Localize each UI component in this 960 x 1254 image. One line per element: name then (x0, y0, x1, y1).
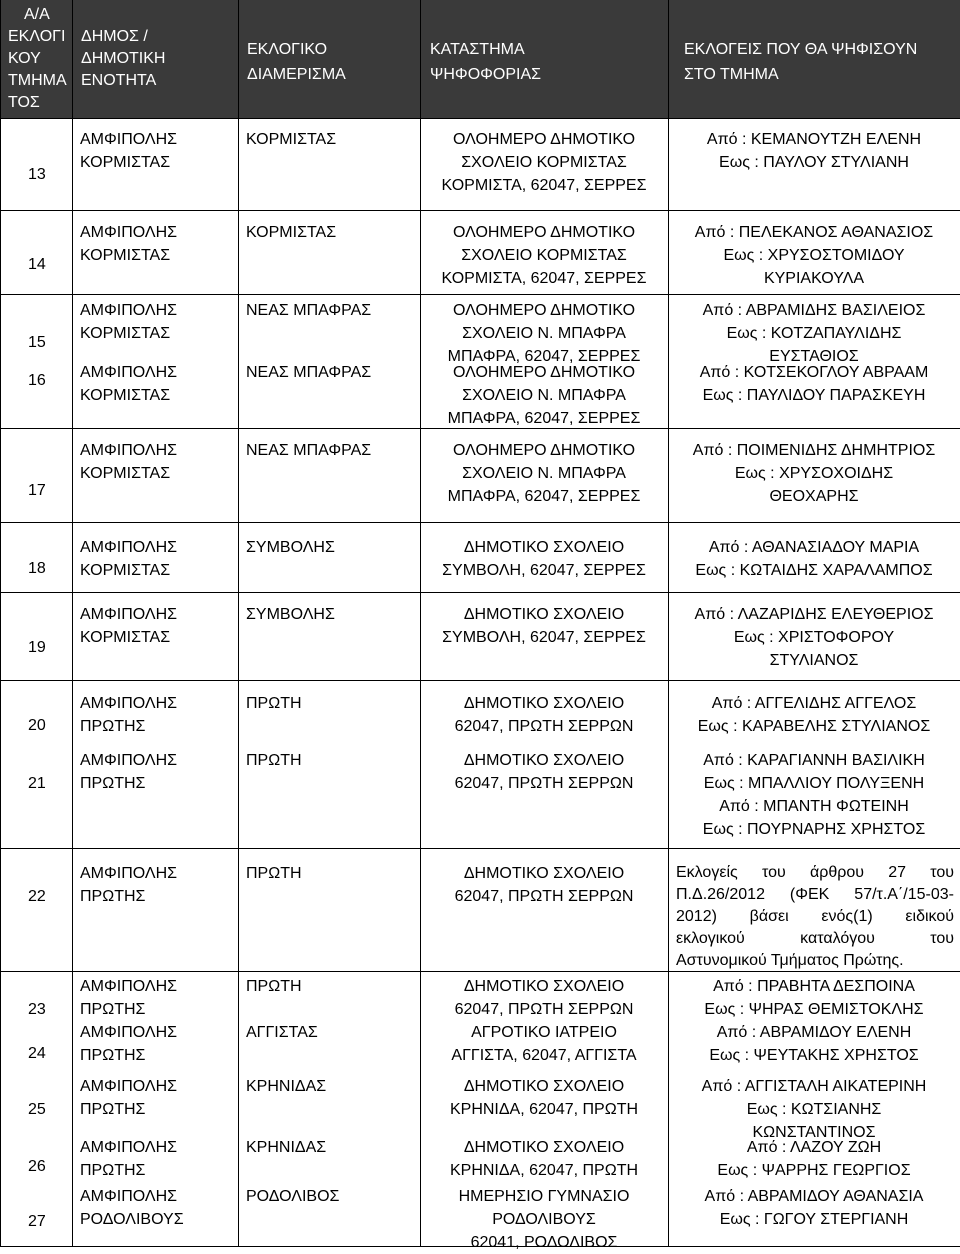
header-col-diamerisma: ΕΚΛΟΓΙΚΟ ΔΙΑΜΕΡΙΣΜΑ (247, 41, 346, 83)
katastima-line: 62047, ΠΡΩΤΗ ΣΕΡΡΩΝ (454, 888, 634, 905)
diamerisma-cell: ΣΥΜΒΟΛΗΣ (246, 539, 335, 556)
eklogeis-cell (668, 221, 960, 290)
row-number: 15 (28, 334, 46, 351)
dimos-cell (80, 361, 177, 407)
katastima-line: ΣΧΟΛΕΙΟ Ν. ΜΠΑΦΡΑ (462, 465, 626, 482)
katastima-cell (420, 975, 668, 1021)
katastima-cell (420, 361, 668, 430)
katastima-line: ΚΡΗΝΙΔΑ, 62047, ΠΡΩΤΗ (449, 1101, 639, 1118)
katastima-line: ΣΥΜΒΟΛΗ, 62047, ΣΕΡΡΕΣ (442, 629, 646, 646)
eklogeis-line: Εως : ΚΩΤΑΙΔΗΣ ΧΑΡΑΛΑΜΠΟΣ (695, 562, 933, 579)
row-number: 24 (28, 1045, 46, 1062)
dimos-line: ΚΟΡΜΙΣΤΑΣ (80, 562, 171, 579)
katastima-line: ΚΡΗΝΙΔΑ, 62047, ΠΡΩΤΗ (449, 1162, 639, 1179)
row-number: 19 (28, 639, 46, 656)
dimos-line: ΚΟΡΜΙΣΤΑΣ (80, 325, 171, 342)
dimos-line: ΠΡΩΤΗΣ (80, 1047, 146, 1064)
eklogeis-line: Από : ΠΟΙΜΕΝΙΔΗΣ ΔΗΜΗΤΡΙΟΣ (692, 442, 936, 459)
eklogeis-line: Από : ΑΓΓΙΣΤΑΛΗ ΑΙΚΑΤΕΡΙΝΗ (701, 1078, 927, 1095)
row-number: 27 (28, 1213, 46, 1230)
header-col-aa: Α/Α ΕΚΛΟΓΙ ΚΟΥ ΤΜΗΜΑ ΤΟΣ (8, 6, 67, 111)
diamerisma-cell: ΚΟΡΜΙΣΤΑΣ (246, 131, 337, 148)
katastima-line: ΡΟΔΟΛΙΒΟΥΣ (492, 1211, 596, 1228)
dimos-line: ΡΟΔΟΛΙΒΟΥΣ (80, 1211, 184, 1228)
eklogeis-line: Από : ΑΓΓΕΛΙΔΗΣ ΑΓΓΕΛΟΣ (711, 695, 917, 712)
eklogeis-line: Εως : ΓΩΓΟΥ ΣΤΕΡΓΙΑΝΗ (719, 1211, 909, 1228)
row-number: 20 (28, 717, 46, 734)
eklogeis-cell (668, 692, 960, 738)
dimos-line: ΚΟΡΜΙΣΤΑΣ (80, 465, 171, 482)
diamerisma-cell: ΠΡΩΤΗ (246, 978, 302, 995)
katastima-cell (420, 1136, 668, 1182)
dimos-cell (80, 1021, 177, 1067)
eklogeis-line: Εως : ΨΕΥΤΑΚΗΣ ΧΡΗΣΤΟΣ (709, 1047, 919, 1064)
eklogeis-cell (668, 1136, 960, 1182)
dimos-line: ΠΡΩΤΗΣ (80, 888, 146, 905)
eklogeis-line: Εως : ΠΑΥΛΙΔΟΥ ΠΑΡΑΣΚΕΥΗ (702, 387, 926, 404)
eklogeis-line: Από : ΑΒΡΑΜΙΔΗΣ ΒΑΣΙΛΕΙΟΣ (702, 302, 926, 319)
eklogeis-line: Εως : ΜΠΑΛΛΙΟΥ ΠΟΛΥΞΕΝΗ (703, 775, 925, 792)
katastima-line: ΗΜΕΡΗΣΙΟ ΓΥΜΝΑΣΙΟ (458, 1188, 630, 1205)
katastima-line: ΜΠΑΦΡΑ, 62047, ΣΕΡΡΕΣ (447, 488, 641, 505)
dimos-cell (80, 128, 177, 174)
eklogeis-line: Εως : ΠΑΥΛΟΥ ΣΤΥΛΙΑΝΗ (719, 154, 909, 171)
eklogeis-line: Εως : ΚΩΤΣΙΑΝΗΣ (746, 1101, 882, 1118)
diamerisma-cell: ΝΕΑΣ ΜΠΑΦΡΑΣ (246, 364, 372, 381)
katastima-line: 62047, ΠΡΩΤΗ ΣΕΡΡΩΝ (454, 1001, 634, 1018)
diamerisma-cell: ΚΡΗΝΙΔΑΣ (246, 1078, 327, 1095)
row-number: 16 (28, 372, 46, 389)
dimos-line: ΠΡΩΤΗΣ (80, 1162, 146, 1179)
katastima-line: ΜΠΑΦΡΑ, 62047, ΣΕΡΡΕΣ (447, 410, 641, 427)
dimos-line: ΑΜΦΙΠΟΛΗΣ (80, 1024, 178, 1041)
eklogeis-line: Εως : ΚΟΤΖΑΠΑΥΛΙΔΗΣ (726, 325, 902, 342)
eklogeis-cell (668, 299, 960, 368)
eklogeis-line: Από : ΠΡΑΒΗΤΑ ΔΕΣΠΟΙΝΑ (713, 978, 915, 995)
dimos-line: ΚΟΡΜΙΣΤΑΣ (80, 154, 171, 171)
katastima-line: ΚΟΡΜΙΣΤΑ, 62047, ΣΕΡΡΕΣ (441, 270, 647, 287)
eklogeis-cell (668, 1075, 960, 1144)
katastima-cell (420, 439, 668, 508)
eklogeis-line: Από : ΑΒΡΑΜΙΔΟΥ ΕΛΕΝΗ (716, 1024, 912, 1041)
dimos-cell (80, 299, 177, 345)
row-number: 17 (28, 482, 46, 499)
eklogeis-line: Από : ΚΟΤΣΕΚΟΓΛΟΥ ΑΒΡΑΑΜ (699, 364, 929, 381)
katastima-line: ΔΗΜΟΤΙΚΟ ΣΧΟΛΕΙΟ (463, 606, 625, 623)
eklogeis-line: Από : ΑΒΡΑΜΙΔΟΥ ΑΘΑΝΑΣΙΑ (704, 1188, 924, 1205)
diamerisma-cell: ΡΟΔΟΛΙΒΟΣ (246, 1188, 340, 1205)
row-number: 26 (28, 1158, 46, 1175)
diamerisma-cell: ΑΓΓΙΣΤΑΣ (246, 1024, 318, 1041)
katastima-line: ΑΓΡΟΤΙΚΟ ΙΑΤΡΕΙΟ (471, 1024, 617, 1041)
diamerisma-cell: ΠΡΩΤΗ (246, 695, 302, 712)
katastima-cell (420, 749, 668, 795)
diamerisma-cell: ΠΡΩΤΗ (246, 752, 302, 769)
diamerisma-cell: ΠΡΩΤΗ (246, 865, 302, 882)
katastima-cell (420, 1185, 668, 1254)
eklogeis-cell (668, 603, 960, 672)
katastima-line: ΣΧΟΛΕΙΟ ΚΟΡΜΙΣΤΑΣ (461, 154, 627, 171)
diamerisma-cell: ΣΥΜΒΟΛΗΣ (246, 606, 335, 623)
katastima-line: ΔΗΜΟΤΙΚΟ ΣΧΟΛΕΙΟ (463, 1078, 625, 1095)
katastima-line: ΔΗΜΟΤΙΚΟ ΣΧΟΛΕΙΟ (463, 978, 625, 995)
eklogeis-line: ΘΕΟΧΑΡΗΣ (769, 488, 859, 505)
katastima-line: ΚΟΡΜΙΣΤΑ, 62047, ΣΕΡΡΕΣ (441, 177, 647, 194)
dimos-cell (80, 221, 177, 267)
dimos-cell (80, 536, 177, 582)
dimos-line: ΑΜΦΙΠΟΛΗΣ (80, 1188, 178, 1205)
katastima-line: ΔΗΜΟΤΙΚΟ ΣΧΟΛΕΙΟ (463, 539, 625, 556)
katastima-line: ΜΠΑΦΡΑ, 62047, ΣΕΡΡΕΣ (447, 348, 641, 365)
katastima-line: ΟΛΟΗΜΕΡΟ ΔΗΜΟΤΙΚΟ (452, 442, 636, 459)
row-number: 13 (28, 166, 46, 183)
katastima-line: ΟΛΟΗΜΕΡΟ ΔΗΜΟΤΙΚΟ (452, 364, 636, 381)
eklogeis-line: Από : ΛΑΖΑΡΙΔΗΣ ΕΛΕΥΘΕΡΙΟΣ (694, 606, 934, 623)
eklogeis-cell (668, 1185, 960, 1231)
katastima-cell (420, 862, 668, 908)
row-number: 25 (28, 1101, 46, 1118)
dimos-cell (80, 692, 177, 738)
eklogeis-line: Από : ΚΑΡΑΓΙΑΝΝΗ ΒΑΣΙΛΙΚΗ (703, 752, 925, 769)
eklogeis-line: Εως : ΧΡΙΣΤΟΦΟΡΟΥ (733, 629, 895, 646)
eklogeis-cell (668, 536, 960, 582)
katastima-line: ΣΧΟΛΕΙΟ Ν. ΜΠΑΦΡΑ (462, 387, 626, 404)
katastima-line: 62041, ΡΟΔΟΛΙΒΟΣ (470, 1234, 618, 1251)
katastima-cell (420, 536, 668, 582)
diamerisma-cell: ΚΡΗΝΙΔΑΣ (246, 1139, 327, 1156)
header-col-eklogeis: ΕΚΛΟΓΕΙΣ ΠΟΥ ΘΑ ΨΗΦΙΣΟΥΝ ΣΤΟ ΤΜΗΜΑ (684, 41, 918, 83)
katastima-line: ΣΥΜΒΟΛΗ, 62047, ΣΕΡΡΕΣ (442, 562, 646, 579)
katastima-line: ΔΗΜΟΤΙΚΟ ΣΧΟΛΕΙΟ (463, 695, 625, 712)
dimos-line: ΑΜΦΙΠΟΛΗΣ (80, 606, 178, 623)
dimos-line: ΚΟΡΜΙΣΤΑΣ (80, 247, 171, 264)
dimos-line: ΑΜΦΙΠΟΛΗΣ (80, 131, 178, 148)
dimos-cell (80, 749, 177, 795)
dimos-line: ΑΜΦΙΠΟΛΗΣ (80, 302, 178, 319)
row-number: 23 (28, 1001, 46, 1018)
katastima-line: ΟΛΟΗΜΕΡΟ ΔΗΜΟΤΙΚΟ (452, 131, 636, 148)
dimos-line: ΑΜΦΙΠΟΛΗΣ (80, 539, 178, 556)
katastima-line: ΑΓΓΙΣΤΑ, 62047, ΑΓΓΙΣΤΑ (451, 1047, 637, 1064)
diamerisma-cell: ΝΕΑΣ ΜΠΑΦΡΑΣ (246, 442, 372, 459)
eklogeis-line: Π.Δ.26/2012 (ΦΕΚ 57/τ.Α΄/15-03- (676, 886, 954, 903)
katastima-line: 62047, ΠΡΩΤΗ ΣΕΡΡΩΝ (454, 718, 634, 735)
katastima-cell (420, 692, 668, 738)
dimos-line: ΚΟΡΜΙΣΤΑΣ (80, 629, 171, 646)
eklogeis-line: Εως : ΨΑΡΡΗΣ ΓΕΩΡΓΙΟΣ (717, 1162, 911, 1179)
dimos-line: ΑΜΦΙΠΟΛΗΣ (80, 978, 178, 995)
katastima-cell (420, 1021, 668, 1067)
eklogeis-line: ΚΩΝΣΤΑΝΤΙΝΟΣ (752, 1124, 876, 1141)
row-number: 21 (28, 775, 46, 792)
dimos-cell (80, 862, 177, 908)
header-col-katastima: ΚΑΤΑΣΤΗΜΑ ΨΗΦΟΦΟΡΙΑΣ (430, 41, 542, 83)
eklogeis-line: Εως : ΧΡΥΣΟΣΤΟΜΙΔΟΥ (723, 247, 905, 264)
katastima-cell (420, 299, 668, 368)
dimos-line: ΠΡΩΤΗΣ (80, 775, 146, 792)
eklogeis-line: ΕΥΣΤΑΘΙΟΣ (769, 348, 859, 365)
katastima-line: ΟΛΟΗΜΕΡΟ ΔΗΜΟΤΙΚΟ (452, 224, 636, 241)
dimos-line: ΑΜΦΙΠΟΛΗΣ (80, 442, 178, 459)
dimos-line: ΠΡΩΤΗΣ (80, 1001, 146, 1018)
eklogeis-line: Εως : ΨΗΡΑΣ ΘΕΜΙΣΤΟΚΛΗΣ (704, 1001, 924, 1018)
katastima-line: ΣΧΟΛΕΙΟ ΚΟΡΜΙΣΤΑΣ (461, 247, 627, 264)
dimos-line: ΑΜΦΙΠΟΛΗΣ (80, 1139, 178, 1156)
dimos-line: ΑΜΦΙΠΟΛΗΣ (80, 865, 178, 882)
eklogeis-line: Εως : ΚΑΡΑΒΕΛΗΣ ΣΤΥΛΙΑΝΟΣ (697, 718, 931, 735)
dimos-line: ΑΜΦΙΠΟΛΗΣ (80, 364, 178, 381)
eklogeis-line: Εως : ΧΡΥΣΟΧΟΙΔΗΣ (734, 465, 894, 482)
katastima-line: ΔΗΜΟΤΙΚΟ ΣΧΟΛΕΙΟ (463, 865, 625, 882)
dimos-line: ΑΜΦΙΠΟΛΗΣ (80, 1078, 178, 1095)
eklogeis-line: Εκλογείς του άρθρου 27 του (676, 864, 954, 881)
dimos-line: ΠΡΩΤΗΣ (80, 1101, 146, 1118)
eklogeis-line: Αστυνομικού Τμήματος Πρώτης. (676, 952, 904, 969)
eklogeis-cell (668, 749, 960, 841)
row-number: 18 (28, 560, 46, 577)
katastima-cell (420, 603, 668, 649)
dimos-cell (80, 1185, 184, 1231)
eklogeis-line: εκλογικού καταλόγου του (676, 930, 954, 947)
eklogeis-line: Από : ΑΘΑΝΑΣΙΑΔΟΥ ΜΑΡΙΑ (708, 539, 920, 556)
eklogeis-cell (668, 1021, 960, 1067)
katastima-line: ΔΗΜΟΤΙΚΟ ΣΧΟΛΕΙΟ (463, 1139, 625, 1156)
eklogeis-cell (668, 361, 960, 407)
dimos-line: ΑΜΦΙΠΟΛΗΣ (80, 224, 178, 241)
dimos-cell (80, 1075, 177, 1121)
eklogeis-line: Από : ΚΕΜΑΝΟΥΤΖΗ ΕΛΕΝΗ (706, 131, 922, 148)
eklogeis-cell (668, 439, 960, 508)
dimos-cell (80, 975, 177, 1021)
eklogeis-note (676, 862, 954, 972)
dimos-cell (80, 1136, 177, 1182)
header-col-dimos: ΔΗΜΟΣ / ΔΗΜΟΤΙΚΗ ΕΝΟΤΗΤΑ (81, 28, 166, 89)
eklogeis-cell (668, 128, 960, 174)
dimos-line: ΚΟΡΜΙΣΤΑΣ (80, 387, 171, 404)
row-number: 22 (28, 888, 46, 905)
katastima-line: 62047, ΠΡΩΤΗ ΣΕΡΡΩΝ (454, 775, 634, 792)
dimos-cell (80, 439, 177, 485)
katastima-cell (420, 221, 668, 290)
eklogeis-line: Από : ΛΑΖΟΥ ΖΩΗ (746, 1139, 882, 1156)
eklogeis-line: Από : ΠΕΛΕΚΑΝΟΣ ΑΘΑΝΑΣΙΟΣ (694, 224, 934, 241)
dimos-line: ΠΡΩΤΗΣ (80, 718, 146, 735)
dimos-cell (80, 603, 177, 649)
dimos-line: ΑΜΦΙΠΟΛΗΣ (80, 752, 178, 769)
eklogeis-line: ΣΤΥΛΙΑΝΟΣ (769, 652, 859, 669)
katastima-cell (420, 1075, 668, 1121)
katastima-cell (420, 128, 668, 197)
eklogeis-cell (668, 975, 960, 1021)
dimos-line: ΑΜΦΙΠΟΛΗΣ (80, 695, 178, 712)
katastima-line: ΣΧΟΛΕΙΟ Ν. ΜΠΑΦΡΑ (462, 325, 626, 342)
katastima-line: ΟΛΟΗΜΕΡΟ ΔΗΜΟΤΙΚΟ (452, 302, 636, 319)
eklogeis-line: Εως : ΠΟΥΡΝΑΡΗΣ ΧΡΗΣΤΟΣ (702, 821, 926, 838)
eklogeis-line: ΚΥΡΙΑΚΟΥΛΑ (763, 270, 865, 287)
diamerisma-cell: ΝΕΑΣ ΜΠΑΦΡΑΣ (246, 302, 372, 319)
eklogeis-line: 2012) βάσει ενός(1) ειδικού (676, 908, 954, 925)
katastima-line: ΔΗΜΟΤΙΚΟ ΣΧΟΛΕΙΟ (463, 752, 625, 769)
row-number: 14 (28, 256, 46, 273)
eklogeis-line: Από : ΜΠΑΝΤΗ ΦΩΤΕΙΝΗ (719, 798, 909, 815)
diamerisma-cell: ΚΟΡΜΙΣΤΑΣ (246, 224, 337, 241)
